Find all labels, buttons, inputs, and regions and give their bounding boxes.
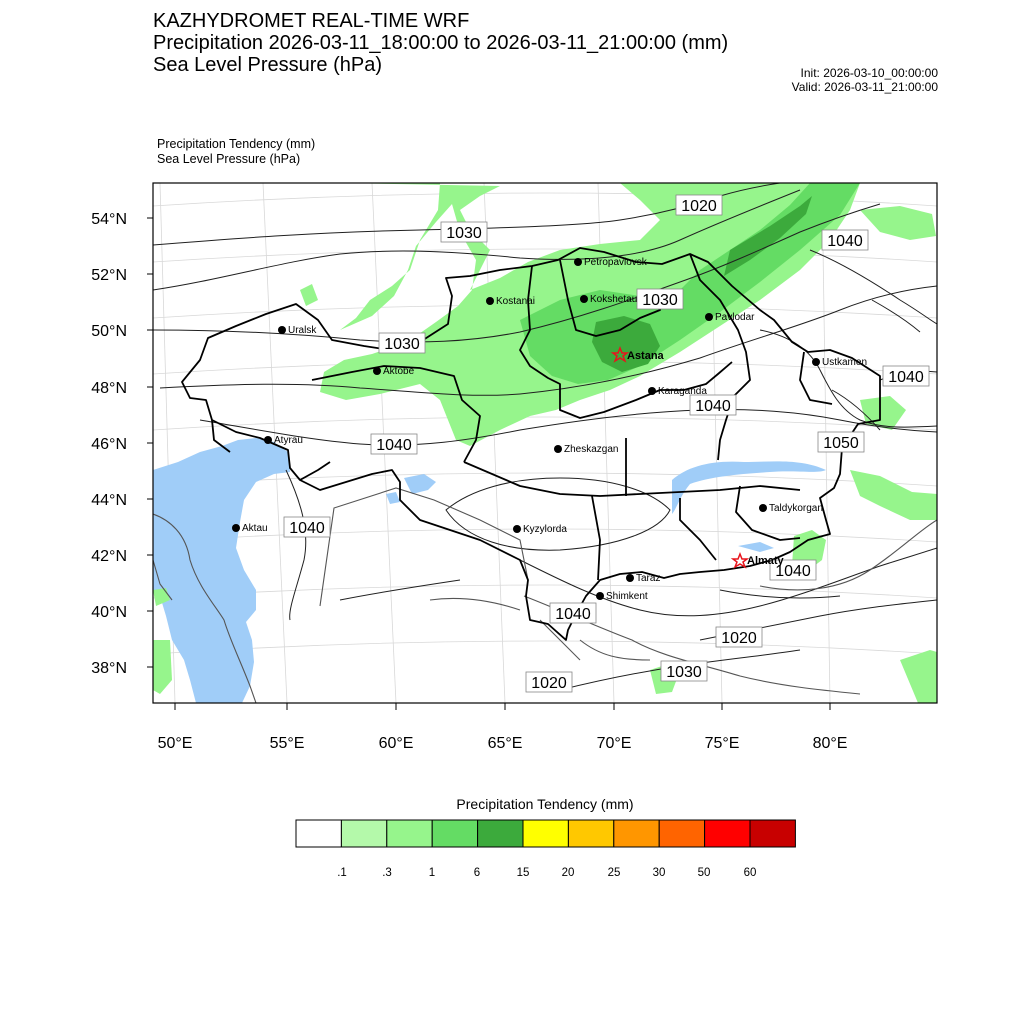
svg-text:Kyzylorda: Kyzylorda — [523, 524, 567, 535]
lat-label: 40°N — [91, 604, 127, 621]
colorbar-level: 20 — [561, 867, 575, 879]
lon-label: 75°E — [704, 735, 740, 752]
city-kyzylorda — [513, 524, 567, 535]
colorbar-level: 1 — [428, 867, 436, 879]
field-slp: Sea Level Pressure (hPa) — [157, 152, 301, 166]
colorbar-level: .1 — [337, 867, 347, 879]
svg-text:Aktau: Aktau — [242, 523, 268, 534]
isobar-label: 1050 — [823, 435, 859, 452]
svg-text:Pavlodar: Pavlodar — [715, 312, 755, 323]
aral-remnant-2 — [386, 492, 400, 504]
isobar-label: 1040 — [555, 606, 591, 623]
isobar-label: 1040 — [827, 233, 863, 250]
lat-label: 50°N — [91, 323, 127, 340]
lat-label: 42°N — [91, 548, 127, 565]
city-shimkent — [596, 591, 648, 602]
isobar-label: 1020 — [531, 675, 567, 692]
colorbar — [296, 820, 795, 847]
svg-text:Taraz: Taraz — [636, 573, 661, 584]
svg-text:Karaganda: Karaganda — [658, 386, 707, 397]
isobar-label: 1030 — [384, 336, 420, 353]
main-title: KAZHYDROMET REAL-TIME WRF — [153, 10, 470, 32]
lat-label: 54°N — [91, 211, 127, 228]
city-zheskazgan — [554, 444, 618, 455]
svg-text:Almaty: Almaty — [747, 555, 784, 567]
field-precip: Precipitation Tendency (mm) — [157, 137, 316, 151]
svg-text:Shimkent: Shimkent — [606, 591, 648, 602]
city-ustkamen — [812, 357, 867, 368]
svg-text:Ustkamen: Ustkamen — [822, 357, 868, 368]
colorbar-level: 60 — [743, 867, 757, 879]
isobar-label: 1030 — [446, 225, 482, 242]
svg-text:Kokshetau: Kokshetau — [590, 294, 638, 305]
colorbar-level: 50 — [697, 867, 711, 879]
slp-title: Sea Level Pressure (hPa) — [153, 54, 383, 76]
precip-title: Precipitation 2026-03-11_18:00:00 to 2026-03-11_21:00:00 (mm) — [153, 32, 729, 54]
isobar-label: 1020 — [681, 198, 717, 215]
isobar-label: 1040 — [376, 437, 412, 454]
lat-label: 52°N — [91, 267, 127, 284]
lon-label: 70°E — [596, 735, 632, 752]
isobar-label: 1040 — [888, 369, 924, 386]
init-time: Init: 2026-03-10_00:00:00 — [800, 66, 938, 80]
lat-labels — [91, 211, 127, 677]
city-almaty — [733, 554, 785, 567]
kapchagay — [738, 542, 774, 552]
svg-text:Taldykorgan: Taldykorgan — [769, 503, 823, 514]
svg-text:Astana: Astana — [627, 350, 664, 362]
lon-label: 60°E — [378, 735, 414, 752]
isobar-label: 1040 — [775, 563, 811, 580]
svg-text:Petropavlovsk: Petropavlovsk — [584, 257, 647, 268]
colorbar-level: .3 — [382, 867, 392, 879]
colorbar-level: 15 — [516, 867, 530, 879]
isobar-label: 1030 — [666, 664, 702, 681]
svg-text:Atyrau: Atyrau — [274, 435, 303, 446]
lon-labels — [158, 735, 848, 752]
lon-label: 80°E — [812, 735, 848, 752]
valid-time: Valid: 2026-03-11_21:00:00 — [791, 80, 938, 94]
lat-label: 44°N — [91, 492, 127, 509]
city-petropavlovsk — [574, 257, 648, 268]
lon-label: 55°E — [269, 735, 305, 752]
lon-label: 50°E — [157, 735, 193, 752]
city-taraz — [626, 573, 660, 584]
svg-text:Aktobe: Aktobe — [383, 366, 415, 377]
aral-remnant-1 — [404, 474, 436, 494]
isobar-label: 1040 — [695, 398, 731, 415]
svg-text:Kostanai: Kostanai — [496, 296, 535, 307]
svg-text:Uralsk: Uralsk — [288, 325, 317, 336]
isobar-label: 1040 — [289, 520, 325, 537]
colorbar-level: 6 — [473, 867, 481, 879]
svg-text:Zheskazgan: Zheskazgan — [564, 444, 619, 455]
lat-label: 48°N — [91, 380, 127, 397]
lat-label: 38°N — [91, 660, 127, 677]
isobar-label: 1030 — [642, 292, 678, 309]
lon-label: 65°E — [487, 735, 523, 752]
isobar-label: 1020 — [721, 630, 757, 647]
colorbar-level: 25 — [607, 867, 621, 879]
country-borders — [153, 488, 937, 703]
colorbar-level: 30 — [652, 867, 666, 879]
lat-label: 46°N — [91, 436, 127, 453]
city-taldykorgan — [759, 503, 823, 514]
colorbar-title: Precipitation Tendency (mm) — [456, 796, 634, 812]
